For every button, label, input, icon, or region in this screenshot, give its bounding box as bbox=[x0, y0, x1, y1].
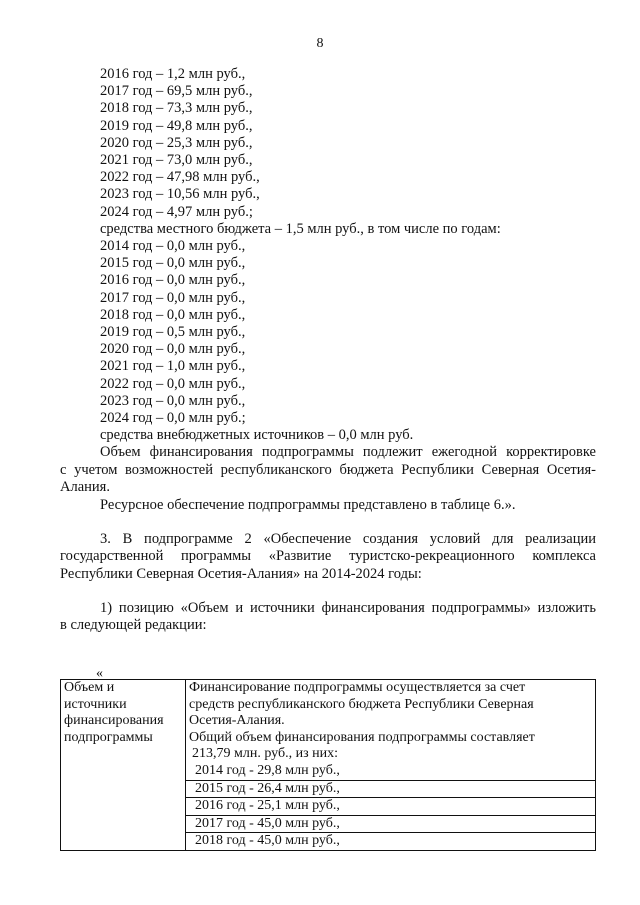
value-line: 213,79 млн. руб., из них: bbox=[192, 746, 338, 762]
year-line: 2014 год - 29,8 млн руб., bbox=[195, 762, 340, 778]
year-line: 2017 год - 45,0 млн руб., bbox=[186, 815, 595, 833]
local-year-line: 2019 год – 0,5 млн руб., bbox=[100, 324, 246, 341]
paragraph-line: с учетом возможностей республиканского бюджета Республики Северная Осетия- bbox=[60, 461, 596, 478]
regional-year-line: 2020 год – 25,3 млн руб., bbox=[100, 134, 253, 151]
section-3-paragraph bbox=[60, 531, 596, 583]
local-budget-line: средства местного бюджета – 1,5 млн руб., в том числе по годам: bbox=[100, 220, 501, 237]
local-year-line: 2020 год – 0,0 млн руб., bbox=[100, 341, 246, 358]
local-year-line: 2018 год – 0,0 млн руб., bbox=[100, 306, 246, 323]
paragraph-line: в следующей редакции: bbox=[60, 617, 207, 634]
document-body bbox=[60, 66, 596, 634]
resource-paragraph: Ресурсное обеспечение подпрограммы представлено в таблице 6.». bbox=[100, 497, 516, 514]
value-line: средств республиканского бюджета Республики Северная bbox=[189, 696, 534, 712]
regional-year-line: 2018 год – 73,3 млн руб., bbox=[100, 100, 253, 117]
page-number: 8 bbox=[316, 36, 324, 51]
local-year-line: 2024 год – 0,0 млн руб.; bbox=[100, 410, 246, 427]
local-year-line: 2014 год – 0,0 млн руб., bbox=[100, 238, 246, 255]
year-line: 2018 год - 45,0 млн руб., bbox=[186, 832, 595, 850]
regional-year-line: 2017 год – 69,5 млн руб., bbox=[100, 83, 253, 100]
paragraph-line: Алания. bbox=[60, 478, 110, 495]
paragraph-line: Республики Северная Осетия-Алания» на 2014-2024 годы: bbox=[60, 565, 422, 582]
regional-year-line: 2016 год – 1,2 млн руб., bbox=[100, 66, 246, 82]
paragraph-line: государственной программы «Развитие туристско-рекреационного комплекса bbox=[60, 548, 596, 565]
year-line: 2016 год - 25,1 млн руб., bbox=[186, 797, 595, 815]
label-line: Объем и bbox=[64, 680, 115, 695]
regional-year-line: 2023 год – 10,56 млн руб., bbox=[100, 186, 260, 203]
financing-label-cell bbox=[61, 680, 186, 851]
label-line: финансирования bbox=[64, 713, 164, 729]
local-year-line: 2023 год – 0,0 млн руб., bbox=[100, 392, 246, 409]
local-year-line: 2017 год – 0,0 млн руб., bbox=[100, 289, 246, 306]
regional-year-line: 2022 год – 47,98 млн руб., bbox=[100, 169, 260, 186]
value-line: Общий объем финансирования подпрограммы составляет bbox=[189, 729, 535, 745]
local-year-line: 2021 год – 1,0 млн руб., bbox=[100, 358, 246, 375]
table-row bbox=[61, 680, 596, 851]
financing-table bbox=[60, 679, 596, 851]
paragraph-line: Объем финансирования подпрограммы подлежит ежегодной корректировке bbox=[100, 444, 596, 461]
local-year-line: 2016 год – 0,0 млн руб., bbox=[100, 272, 246, 289]
local-year-line: 2022 год – 0,0 млн руб., bbox=[100, 375, 246, 392]
label-line: подпрограммы bbox=[64, 729, 153, 745]
regional-year-line: 2019 год – 49,8 млн руб., bbox=[100, 117, 253, 134]
local-year-line: 2015 год – 0,0 млн руб., bbox=[100, 255, 246, 272]
value-line: Осетия-Алания. bbox=[189, 713, 285, 729]
regional-year-line: 2021 год – 73,0 млн руб., bbox=[100, 152, 253, 169]
extrabudget-line: средства внебюджетных источников – 0,0 млн руб. bbox=[100, 427, 414, 444]
regional-year-line: 2024 год – 4,97 млн руб.; bbox=[100, 203, 253, 220]
item-1-paragraph bbox=[60, 600, 596, 634]
opening-quote: « bbox=[96, 666, 103, 681]
paragraph-line: 1) позицию «Объем и источники финансирования подпрограммы» изложить bbox=[100, 599, 596, 616]
year-line: 2015 год - 26,4 млн руб., bbox=[186, 780, 595, 798]
financing-value-cell bbox=[186, 680, 596, 851]
value-line: Финансирование подпрограммы осуществляется за счет bbox=[189, 680, 526, 695]
paragraph-line: 3. В подпрограмме 2 «Обеспечение создания условий для реализации bbox=[100, 531, 596, 548]
correction-paragraph bbox=[60, 444, 596, 496]
label-line: источники bbox=[64, 696, 127, 712]
